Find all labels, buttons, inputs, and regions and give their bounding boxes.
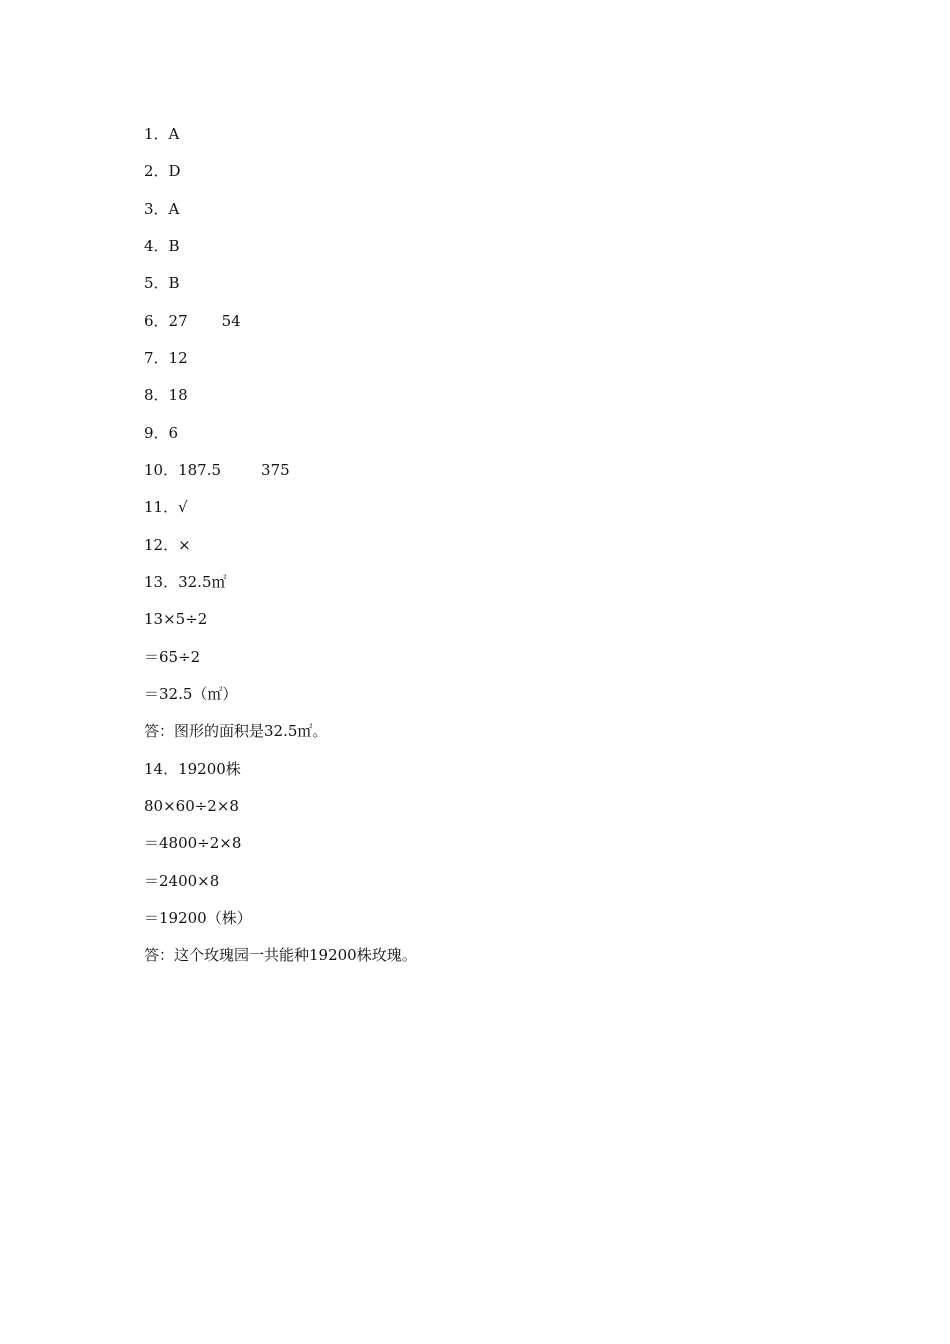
answer-14 <box>144 759 241 779</box>
answer-value: 27 <box>168 312 188 330</box>
answer-number: 2． <box>144 162 169 180</box>
answer-number: 3． <box>144 200 169 218</box>
q13-work-line: ＝65÷2 <box>144 648 201 666</box>
answer-value-2: 54 <box>221 312 241 330</box>
answer-value: B <box>168 237 180 255</box>
answer-13 <box>144 572 227 592</box>
answer-number: 11． <box>144 498 179 516</box>
answer-value: × <box>178 536 191 554</box>
answer-5 <box>144 273 180 293</box>
answer-value-2: 375 <box>261 461 290 479</box>
answer-number: 4． <box>144 237 169 255</box>
q13-answer-sentence: 答：图形的面积是32.5㎡。 <box>144 722 328 740</box>
answer-value: B <box>168 274 180 292</box>
answer-number: 13． <box>144 573 179 591</box>
answer-8 <box>144 385 188 405</box>
answer-value: 6 <box>168 424 179 442</box>
answer-value: A <box>168 125 180 143</box>
answer-number: 5． <box>144 274 169 292</box>
answer-4 <box>144 236 180 256</box>
answer-11 <box>144 497 188 517</box>
answer-10 <box>144 460 290 480</box>
answer-9 <box>144 423 178 443</box>
answer-number: 1． <box>144 125 169 143</box>
answer-12 <box>144 535 191 555</box>
q14-work-line: ＝2400×8 <box>144 872 220 890</box>
answer-value: 187.5 <box>178 461 222 479</box>
answer-value: 32.5㎡ <box>178 573 227 591</box>
answer-number: 6． <box>144 312 169 330</box>
answer-value: 19200株 <box>178 760 241 778</box>
answer-3 <box>144 199 179 219</box>
q13-work-line: 13×5÷2 <box>144 610 208 628</box>
q13-work-line: ＝32.5（㎡） <box>144 685 238 703</box>
answer-value: 18 <box>168 386 188 404</box>
answer-value: 12 <box>168 349 188 367</box>
answer-value: √ <box>178 498 188 516</box>
answer-value: D <box>168 162 181 180</box>
answer-1 <box>144 124 179 144</box>
answer-value: A <box>168 200 180 218</box>
answer-2 <box>144 161 181 181</box>
answer-7 <box>144 348 188 368</box>
q14-work-line: 80×60÷2×8 <box>144 797 239 815</box>
answer-number: 10． <box>144 461 179 479</box>
answer-6 <box>144 311 241 331</box>
answer-number: 14． <box>144 760 179 778</box>
answer-number: 9． <box>144 424 169 442</box>
q14-work-line: ＝19200（株） <box>144 909 252 927</box>
answer-number: 7． <box>144 349 169 367</box>
q14-work-line: ＝4800÷2×8 <box>144 834 242 852</box>
answer-number: 12． <box>144 536 179 554</box>
answer-number: 8． <box>144 386 169 404</box>
q14-answer-sentence: 答：这个玫瑰园一共能种19200株玫瑰。 <box>144 946 417 964</box>
